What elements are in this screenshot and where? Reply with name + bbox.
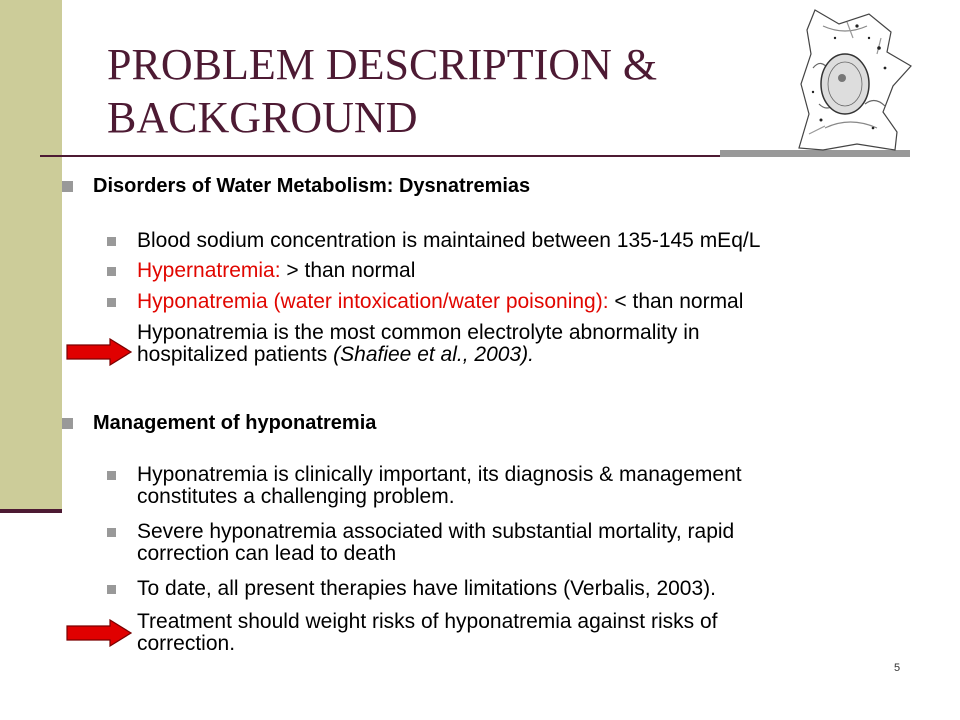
bullet-text: < than normal: [614, 290, 744, 313]
left-accent-bar: [0, 0, 62, 513]
bullet-hypernatremia: [137, 260, 927, 282]
sub-bullet: [107, 528, 116, 537]
bullet-line: correction.: [137, 632, 236, 655]
bullet-line: correction can lead to death: [137, 542, 397, 565]
left-accent-bar-base: [0, 509, 62, 513]
section-bullet: [62, 181, 73, 192]
arrow-right-icon: [66, 338, 132, 366]
bullet-most-common-abnormality: [137, 322, 927, 366]
page-number: 5: [894, 662, 901, 674]
section-heading-dysnatremias: Disorders of Water Metabolism: Dysnatremias: [93, 175, 531, 197]
bullet-clinically-important: [137, 464, 927, 508]
bullet-line: Hyponatremia is the most common electrolyte abnormality in: [137, 321, 700, 344]
sub-bullet: [107, 471, 116, 480]
sub-bullet: [107, 298, 116, 307]
section-bullet: [62, 418, 73, 429]
sub-bullet: [107, 237, 116, 246]
bullet-hyponatremia: [137, 291, 927, 313]
cell-illustration: [795, 8, 913, 153]
bullet-line: Treatment should weight risks of hyponatremia against risks of: [137, 610, 718, 633]
section-heading-management: Management of hyponatremia: [93, 412, 377, 434]
arrow-right-icon: [66, 619, 132, 647]
title-line-2: BACKGROUND: [107, 93, 418, 142]
bullet-line: Severe hyponatremia associated with substantial mortality, rapid: [137, 520, 735, 543]
bullet-sodium-range: Blood sodium concentration is maintained between 135-145 mEq/L: [137, 229, 761, 252]
title-line-1: PROBLEM DESCRIPTION &: [107, 40, 658, 89]
sub-bullet: [107, 267, 116, 276]
bullet-text: > than normal: [286, 259, 416, 282]
bullet-line: Hyponatremia is clinically important, its diagnosis & management: [137, 463, 742, 486]
bullet-severe-hyponatremia: [137, 521, 927, 565]
citation: (Shafiee et al., 2003).: [333, 343, 534, 366]
slide-title: [107, 38, 727, 144]
bullet-line: constitutes a challenging problem.: [137, 485, 455, 508]
bullet-therapy-limitations: To date, all present therapies have limitations (Verbalis, 2003).: [137, 577, 716, 600]
term-hyponatremia: Hyponatremia (water intoxication/water poisoning):: [137, 290, 615, 313]
bullet-treatment-risks: [137, 611, 927, 655]
sub-bullet: [107, 585, 116, 594]
term-hypernatremia: Hypernatremia:: [137, 259, 287, 282]
bullet-line: hospitalized patients: [137, 343, 334, 366]
